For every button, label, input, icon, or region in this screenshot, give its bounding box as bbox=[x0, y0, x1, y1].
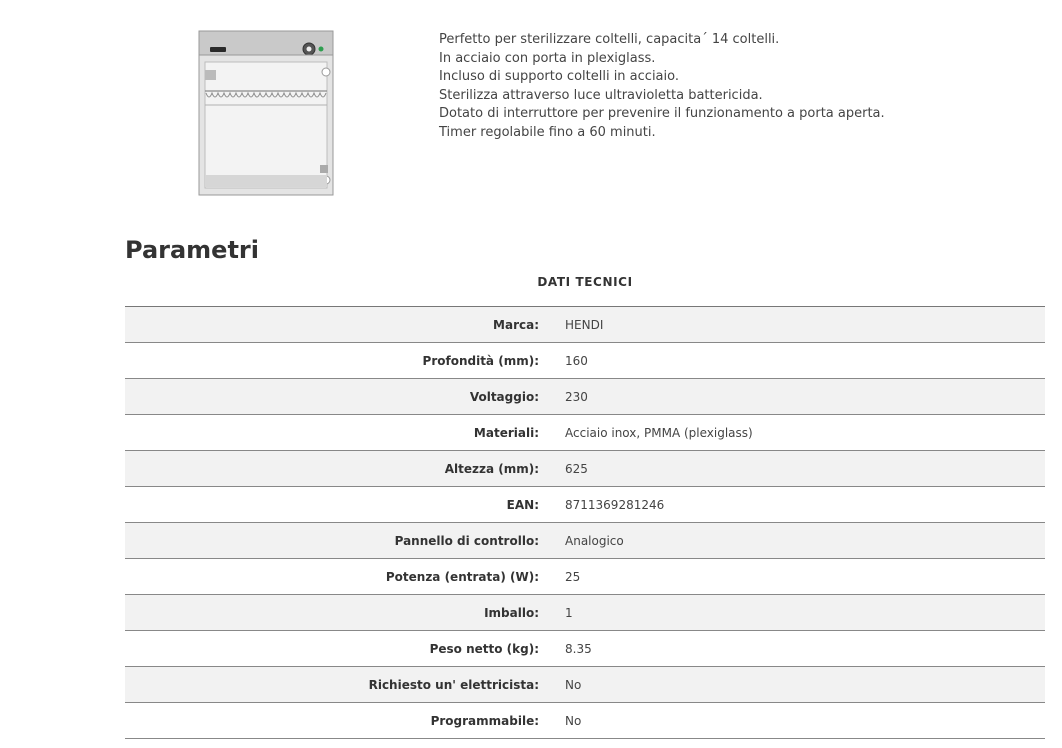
description-line: In acciaio con porta in plexiglass. bbox=[439, 50, 656, 66]
spec-value: 8711369281246 bbox=[565, 497, 665, 512]
spec-label: Potenza (entrata) (W): bbox=[385, 569, 539, 584]
spec-label: Richiesto un' elettricista: bbox=[368, 677, 539, 692]
spec-label: Materiali: bbox=[473, 425, 539, 440]
spec-row-net-weight bbox=[125, 631, 1045, 667]
spec-row-packaging bbox=[125, 595, 1045, 631]
spec-label: Voltaggio: bbox=[469, 389, 539, 404]
spec-value: 160 bbox=[565, 353, 588, 368]
sterilizer-illustration bbox=[198, 30, 334, 196]
spec-label: Profondità (mm): bbox=[422, 353, 539, 368]
spec-row-voltage bbox=[125, 379, 1045, 415]
spec-row-power bbox=[125, 559, 1045, 595]
uv-knife-sterilizer-cabinet-image bbox=[198, 30, 334, 196]
spec-label: Peso netto (kg): bbox=[429, 641, 539, 656]
description-line: Sterilizza attraverso luce ultravioletta battericida. bbox=[439, 87, 763, 103]
spec-row-brand bbox=[125, 307, 1045, 343]
spec-label: Pannello di controllo: bbox=[394, 533, 539, 548]
spec-label: EAN: bbox=[506, 497, 539, 512]
spec-value: 230 bbox=[565, 389, 588, 404]
spec-row-height bbox=[125, 451, 1045, 487]
spec-row-depth bbox=[125, 343, 1045, 379]
technical-specs-table bbox=[125, 306, 1045, 739]
spec-row-electrician-required bbox=[125, 667, 1045, 703]
technical-data-caption: DATI TECNICI bbox=[537, 275, 633, 289]
description-line: Timer regolabile fino a 60 minuti. bbox=[439, 124, 656, 140]
spec-value: No bbox=[565, 713, 582, 728]
spec-row-programmable bbox=[125, 703, 1045, 739]
spec-value: No bbox=[565, 677, 582, 692]
spec-label: Programmabile: bbox=[430, 713, 539, 728]
spec-label: Altezza (mm): bbox=[444, 461, 539, 476]
spec-value: Acciaio inox, PMMA (plexiglass) bbox=[565, 425, 753, 440]
spec-row-materials bbox=[125, 415, 1045, 451]
spec-value: 25 bbox=[565, 569, 581, 584]
spec-value: 625 bbox=[565, 461, 588, 476]
spec-value: Analogico bbox=[565, 533, 624, 548]
product-description bbox=[439, 31, 885, 143]
spec-value: 8.35 bbox=[565, 641, 592, 656]
description-line: Incluso di supporto coltelli in acciaio. bbox=[439, 69, 679, 85]
spec-value: 1 bbox=[565, 605, 573, 620]
description-line: Perfetto per sterilizzare coltelli, capacita´ 14 coltelli. bbox=[439, 32, 780, 47]
spec-label: Imballo: bbox=[484, 605, 539, 620]
description-line: Dotato di interruttore per prevenire il funzionamento a porta aperta. bbox=[439, 106, 885, 122]
spec-row-ean bbox=[125, 487, 1045, 523]
spec-label: Marca: bbox=[493, 317, 539, 332]
spec-row-control-panel bbox=[125, 523, 1045, 559]
spec-value: HENDI bbox=[565, 317, 604, 332]
parameters-heading: Parametri bbox=[125, 236, 259, 264]
